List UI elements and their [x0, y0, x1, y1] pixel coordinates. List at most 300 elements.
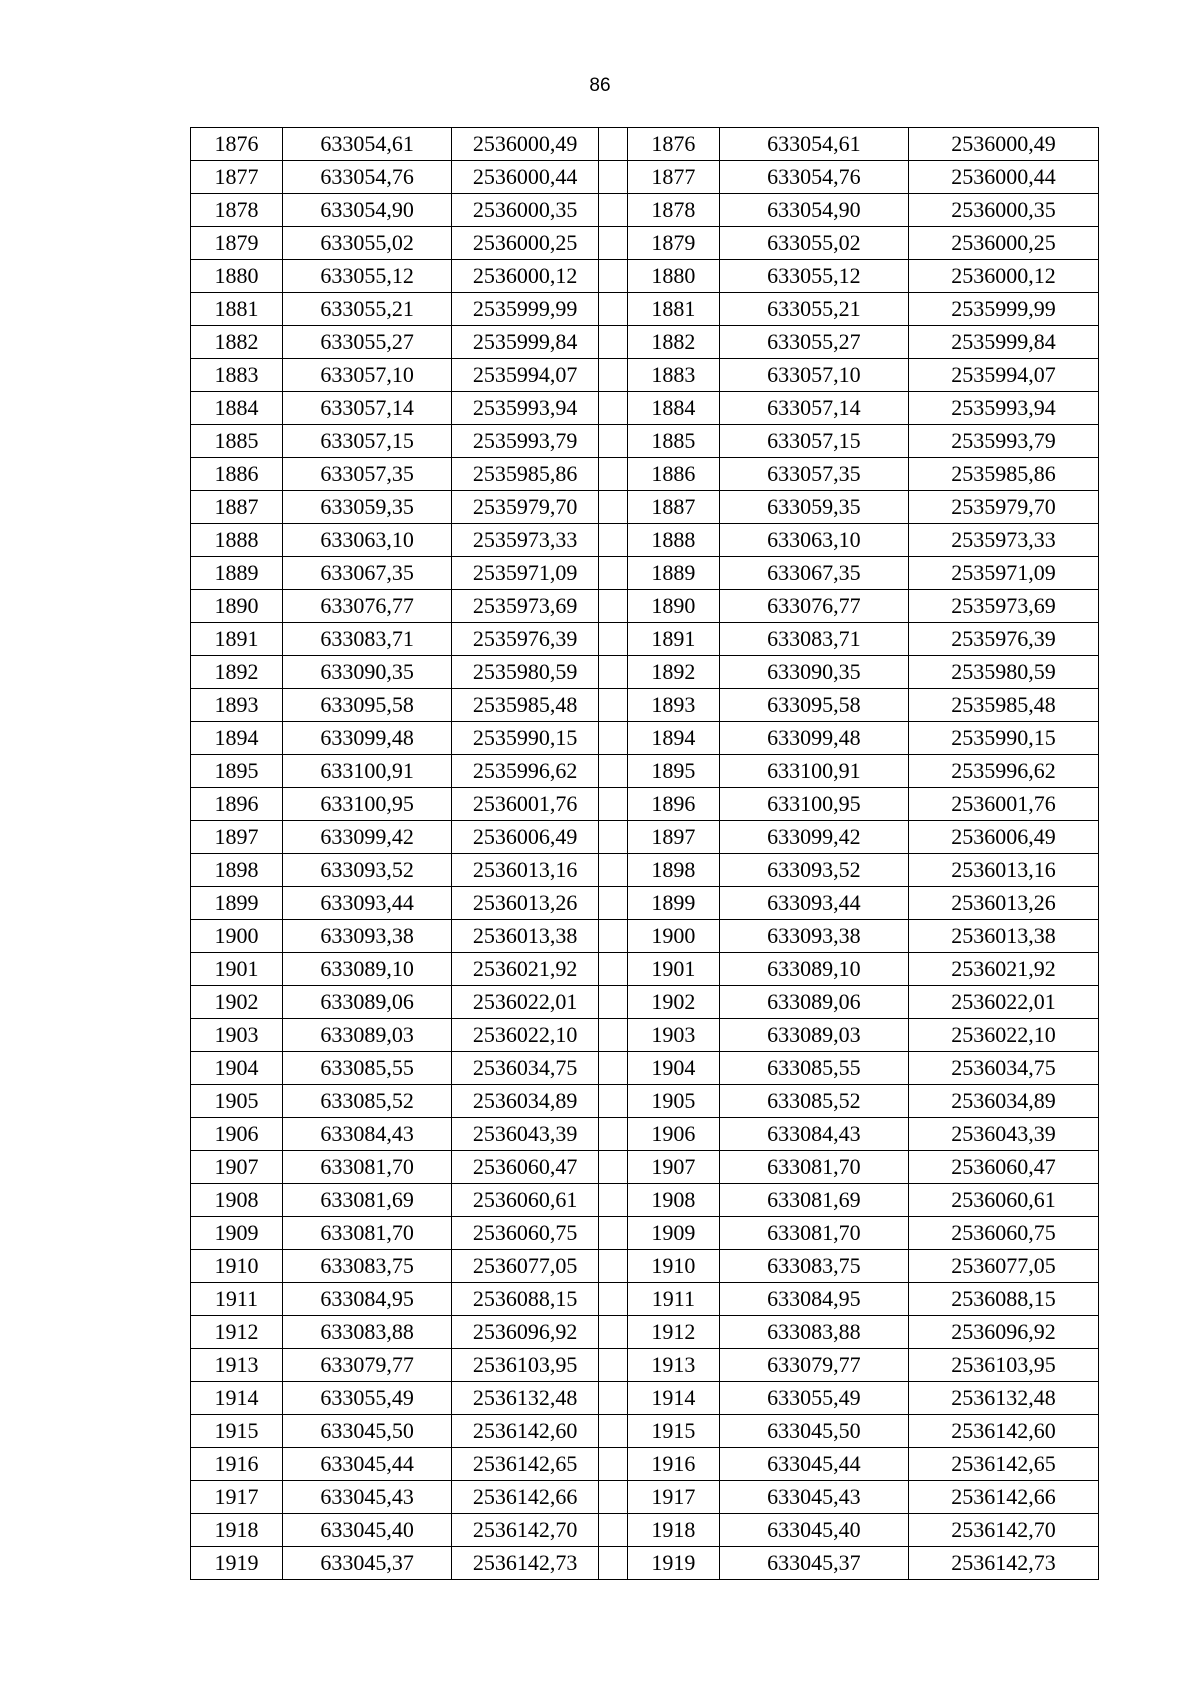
right-point-number-cell: 1905	[627, 1085, 719, 1118]
left-point-number-cell: 1879	[191, 227, 283, 260]
table-row	[191, 1316, 1099, 1349]
left-point-number-cell: 1898	[191, 854, 283, 887]
spacer-cell	[599, 1250, 628, 1283]
left-point-number-cell: 1884	[191, 392, 283, 425]
spacer-cell	[599, 1283, 628, 1316]
left-y-coordinate-cell: 2536088,15	[452, 1283, 599, 1316]
spacer-cell	[599, 623, 628, 656]
right-y-coordinate-cell: 2536060,47	[908, 1151, 1098, 1184]
left-y-coordinate-cell: 2536013,16	[452, 854, 599, 887]
right-x-coordinate-cell: 633054,76	[719, 161, 908, 194]
right-point-number-cell: 1903	[627, 1019, 719, 1052]
right-y-coordinate-cell: 2536060,75	[908, 1217, 1098, 1250]
right-point-number-cell: 1916	[627, 1448, 719, 1481]
left-point-number-cell: 1914	[191, 1382, 283, 1415]
right-y-coordinate-cell: 2536103,95	[908, 1349, 1098, 1382]
left-x-coordinate-cell: 633057,14	[282, 392, 451, 425]
left-y-coordinate-cell: 2536000,25	[452, 227, 599, 260]
right-point-number-cell: 1914	[627, 1382, 719, 1415]
left-y-coordinate-cell: 2535979,70	[452, 491, 599, 524]
left-y-coordinate-cell: 2535973,33	[452, 524, 599, 557]
left-x-coordinate-cell: 633095,58	[282, 689, 451, 722]
right-y-coordinate-cell: 2536000,12	[908, 260, 1098, 293]
page-number: 86	[589, 75, 611, 96]
table-row	[191, 161, 1099, 194]
right-x-coordinate-cell: 633095,58	[719, 689, 908, 722]
left-y-coordinate-cell: 2535994,07	[452, 359, 599, 392]
right-y-coordinate-cell: 2535979,70	[908, 491, 1098, 524]
right-x-coordinate-cell: 633057,10	[719, 359, 908, 392]
right-point-number-cell: 1877	[627, 161, 719, 194]
left-x-coordinate-cell: 633081,70	[282, 1151, 451, 1184]
right-x-coordinate-cell: 633057,14	[719, 392, 908, 425]
left-point-number-cell: 1911	[191, 1283, 283, 1316]
right-y-coordinate-cell: 2536034,75	[908, 1052, 1098, 1085]
left-y-coordinate-cell: 2536077,05	[452, 1250, 599, 1283]
table-row	[191, 821, 1099, 854]
right-x-coordinate-cell: 633099,48	[719, 722, 908, 755]
table-row	[191, 986, 1099, 1019]
left-x-coordinate-cell: 633093,38	[282, 920, 451, 953]
right-y-coordinate-cell: 2535973,33	[908, 524, 1098, 557]
right-x-coordinate-cell: 633089,03	[719, 1019, 908, 1052]
left-point-number-cell: 1885	[191, 425, 283, 458]
left-y-coordinate-cell: 2535990,15	[452, 722, 599, 755]
left-point-number-cell: 1896	[191, 788, 283, 821]
left-point-number-cell: 1893	[191, 689, 283, 722]
left-point-number-cell: 1900	[191, 920, 283, 953]
table-row	[191, 1547, 1099, 1580]
right-y-coordinate-cell: 2536142,60	[908, 1415, 1098, 1448]
left-point-number-cell: 1919	[191, 1547, 283, 1580]
right-point-number-cell: 1902	[627, 986, 719, 1019]
right-point-number-cell: 1895	[627, 755, 719, 788]
right-x-coordinate-cell: 633055,21	[719, 293, 908, 326]
right-point-number-cell: 1881	[627, 293, 719, 326]
right-y-coordinate-cell: 2535994,07	[908, 359, 1098, 392]
right-x-coordinate-cell: 633055,12	[719, 260, 908, 293]
spacer-cell	[599, 1514, 628, 1547]
left-x-coordinate-cell: 633085,55	[282, 1052, 451, 1085]
left-point-number-cell: 1891	[191, 623, 283, 656]
table-row	[191, 1085, 1099, 1118]
left-x-coordinate-cell: 633063,10	[282, 524, 451, 557]
right-x-coordinate-cell: 633057,35	[719, 458, 908, 491]
left-point-number-cell: 1897	[191, 821, 283, 854]
left-y-coordinate-cell: 2535993,79	[452, 425, 599, 458]
left-x-coordinate-cell: 633099,42	[282, 821, 451, 854]
right-y-coordinate-cell: 2536000,25	[908, 227, 1098, 260]
right-point-number-cell: 1899	[627, 887, 719, 920]
left-y-coordinate-cell: 2536142,70	[452, 1514, 599, 1547]
table-row	[191, 326, 1099, 359]
left-point-number-cell: 1913	[191, 1349, 283, 1382]
right-y-coordinate-cell: 2535993,94	[908, 392, 1098, 425]
left-x-coordinate-cell: 633055,27	[282, 326, 451, 359]
left-x-coordinate-cell: 633085,52	[282, 1085, 451, 1118]
left-point-number-cell: 1912	[191, 1316, 283, 1349]
right-y-coordinate-cell: 2536142,73	[908, 1547, 1098, 1580]
left-point-number-cell: 1890	[191, 590, 283, 623]
spacer-cell	[599, 491, 628, 524]
left-point-number-cell: 1907	[191, 1151, 283, 1184]
left-point-number-cell: 1909	[191, 1217, 283, 1250]
left-x-coordinate-cell: 633057,10	[282, 359, 451, 392]
right-x-coordinate-cell: 633100,91	[719, 755, 908, 788]
table-row	[191, 458, 1099, 491]
right-point-number-cell: 1913	[627, 1349, 719, 1382]
left-x-coordinate-cell: 633089,03	[282, 1019, 451, 1052]
left-y-coordinate-cell: 2536001,76	[452, 788, 599, 821]
left-x-coordinate-cell: 633083,71	[282, 623, 451, 656]
table-row	[191, 854, 1099, 887]
spacer-cell	[599, 293, 628, 326]
left-x-coordinate-cell: 633057,15	[282, 425, 451, 458]
table-row	[191, 1349, 1099, 1382]
spacer-cell	[599, 953, 628, 986]
table-row	[191, 1250, 1099, 1283]
left-point-number-cell: 1904	[191, 1052, 283, 1085]
right-y-coordinate-cell: 2535985,48	[908, 689, 1098, 722]
left-point-number-cell: 1881	[191, 293, 283, 326]
right-x-coordinate-cell: 633081,70	[719, 1151, 908, 1184]
left-x-coordinate-cell: 633045,37	[282, 1547, 451, 1580]
right-y-coordinate-cell: 2535985,86	[908, 458, 1098, 491]
right-x-coordinate-cell: 633055,49	[719, 1382, 908, 1415]
left-point-number-cell: 1910	[191, 1250, 283, 1283]
spacer-cell	[599, 755, 628, 788]
left-y-coordinate-cell: 2536060,61	[452, 1184, 599, 1217]
left-y-coordinate-cell: 2535999,99	[452, 293, 599, 326]
left-x-coordinate-cell: 633100,91	[282, 755, 451, 788]
right-x-coordinate-cell: 633063,10	[719, 524, 908, 557]
left-y-coordinate-cell: 2536034,89	[452, 1085, 599, 1118]
right-x-coordinate-cell: 633081,69	[719, 1184, 908, 1217]
left-x-coordinate-cell: 633045,43	[282, 1481, 451, 1514]
right-y-coordinate-cell: 2536142,66	[908, 1481, 1098, 1514]
right-y-coordinate-cell: 2536006,49	[908, 821, 1098, 854]
left-x-coordinate-cell: 633100,95	[282, 788, 451, 821]
spacer-cell	[599, 821, 628, 854]
table-row	[191, 656, 1099, 689]
right-x-coordinate-cell: 633084,95	[719, 1283, 908, 1316]
left-point-number-cell: 1876	[191, 128, 283, 161]
spacer-cell	[599, 425, 628, 458]
table-row	[191, 1382, 1099, 1415]
right-point-number-cell: 1896	[627, 788, 719, 821]
table-row	[191, 590, 1099, 623]
spacer-cell	[599, 161, 628, 194]
spacer-cell	[599, 854, 628, 887]
spacer-cell	[599, 194, 628, 227]
right-y-coordinate-cell: 2536132,48	[908, 1382, 1098, 1415]
right-y-coordinate-cell: 2536013,26	[908, 887, 1098, 920]
left-x-coordinate-cell: 633054,90	[282, 194, 451, 227]
spacer-cell	[599, 260, 628, 293]
right-y-coordinate-cell: 2536013,38	[908, 920, 1098, 953]
spacer-cell	[599, 788, 628, 821]
left-point-number-cell: 1894	[191, 722, 283, 755]
spacer-cell	[599, 1184, 628, 1217]
right-y-coordinate-cell: 2536000,49	[908, 128, 1098, 161]
left-x-coordinate-cell: 633055,49	[282, 1382, 451, 1415]
table-row	[191, 557, 1099, 590]
spacer-cell	[599, 392, 628, 425]
spacer-cell	[599, 1118, 628, 1151]
right-x-coordinate-cell: 633093,38	[719, 920, 908, 953]
right-x-coordinate-cell: 633093,52	[719, 854, 908, 887]
spacer-cell	[599, 1547, 628, 1580]
right-x-coordinate-cell: 633089,10	[719, 953, 908, 986]
right-y-coordinate-cell: 2536142,70	[908, 1514, 1098, 1547]
left-point-number-cell: 1905	[191, 1085, 283, 1118]
left-point-number-cell: 1878	[191, 194, 283, 227]
right-point-number-cell: 1890	[627, 590, 719, 623]
left-x-coordinate-cell: 633081,69	[282, 1184, 451, 1217]
table-row	[191, 1481, 1099, 1514]
left-y-coordinate-cell: 2536132,48	[452, 1382, 599, 1415]
left-y-coordinate-cell: 2535973,69	[452, 590, 599, 623]
table-row	[191, 293, 1099, 326]
right-y-coordinate-cell: 2536021,92	[908, 953, 1098, 986]
right-point-number-cell: 1909	[627, 1217, 719, 1250]
right-y-coordinate-cell: 2535996,62	[908, 755, 1098, 788]
right-point-number-cell: 1915	[627, 1415, 719, 1448]
table-row	[191, 788, 1099, 821]
left-y-coordinate-cell: 2536103,95	[452, 1349, 599, 1382]
left-y-coordinate-cell: 2535976,39	[452, 623, 599, 656]
right-y-coordinate-cell: 2536077,05	[908, 1250, 1098, 1283]
right-x-coordinate-cell: 633059,35	[719, 491, 908, 524]
table-row	[191, 260, 1099, 293]
right-y-coordinate-cell: 2536096,92	[908, 1316, 1098, 1349]
right-y-coordinate-cell: 2536060,61	[908, 1184, 1098, 1217]
right-y-coordinate-cell: 2536000,35	[908, 194, 1098, 227]
left-x-coordinate-cell: 633090,35	[282, 656, 451, 689]
left-x-coordinate-cell: 633045,40	[282, 1514, 451, 1547]
table-row	[191, 1514, 1099, 1547]
right-point-number-cell: 1897	[627, 821, 719, 854]
left-y-coordinate-cell: 2535999,84	[452, 326, 599, 359]
left-x-coordinate-cell: 633084,43	[282, 1118, 451, 1151]
left-x-coordinate-cell: 633054,76	[282, 161, 451, 194]
table-row	[191, 524, 1099, 557]
left-x-coordinate-cell: 633093,44	[282, 887, 451, 920]
table-row	[191, 194, 1099, 227]
right-point-number-cell: 1882	[627, 326, 719, 359]
right-y-coordinate-cell: 2536034,89	[908, 1085, 1098, 1118]
spacer-cell	[599, 128, 628, 161]
left-point-number-cell: 1895	[191, 755, 283, 788]
right-x-coordinate-cell: 633093,44	[719, 887, 908, 920]
left-x-coordinate-cell: 633055,12	[282, 260, 451, 293]
right-point-number-cell: 1906	[627, 1118, 719, 1151]
right-point-number-cell: 1879	[627, 227, 719, 260]
right-x-coordinate-cell: 633054,61	[719, 128, 908, 161]
left-y-coordinate-cell: 2536000,35	[452, 194, 599, 227]
left-x-coordinate-cell: 633099,48	[282, 722, 451, 755]
right-point-number-cell: 1880	[627, 260, 719, 293]
table-row	[191, 755, 1099, 788]
spacer-cell	[599, 722, 628, 755]
table-row	[191, 887, 1099, 920]
left-x-coordinate-cell: 633076,77	[282, 590, 451, 623]
right-y-coordinate-cell: 2536022,01	[908, 986, 1098, 1019]
right-x-coordinate-cell: 633054,90	[719, 194, 908, 227]
left-point-number-cell: 1906	[191, 1118, 283, 1151]
spacer-cell	[599, 1316, 628, 1349]
left-y-coordinate-cell: 2535971,09	[452, 557, 599, 590]
table-row	[191, 1019, 1099, 1052]
right-x-coordinate-cell: 633045,50	[719, 1415, 908, 1448]
table-row	[191, 1184, 1099, 1217]
table-row	[191, 425, 1099, 458]
right-point-number-cell: 1891	[627, 623, 719, 656]
left-x-coordinate-cell: 633089,06	[282, 986, 451, 1019]
spacer-cell	[599, 1217, 628, 1250]
spacer-cell	[599, 1415, 628, 1448]
spacer-cell	[599, 1019, 628, 1052]
left-y-coordinate-cell: 2536022,10	[452, 1019, 599, 1052]
right-x-coordinate-cell: 633089,06	[719, 986, 908, 1019]
left-y-coordinate-cell: 2536021,92	[452, 953, 599, 986]
right-point-number-cell: 1901	[627, 953, 719, 986]
left-x-coordinate-cell: 633083,75	[282, 1250, 451, 1283]
spacer-cell	[599, 524, 628, 557]
left-x-coordinate-cell: 633045,50	[282, 1415, 451, 1448]
right-y-coordinate-cell: 2535980,59	[908, 656, 1098, 689]
table-row	[191, 1217, 1099, 1250]
spacer-cell	[599, 1349, 628, 1382]
right-y-coordinate-cell: 2536088,15	[908, 1283, 1098, 1316]
table-row	[191, 623, 1099, 656]
right-point-number-cell: 1919	[627, 1547, 719, 1580]
left-y-coordinate-cell: 2535993,94	[452, 392, 599, 425]
left-x-coordinate-cell: 633059,35	[282, 491, 451, 524]
right-y-coordinate-cell: 2536043,39	[908, 1118, 1098, 1151]
left-point-number-cell: 1882	[191, 326, 283, 359]
left-y-coordinate-cell: 2536060,47	[452, 1151, 599, 1184]
right-point-number-cell: 1888	[627, 524, 719, 557]
left-point-number-cell: 1888	[191, 524, 283, 557]
spacer-cell	[599, 656, 628, 689]
spacer-cell	[599, 557, 628, 590]
right-y-coordinate-cell: 2535976,39	[908, 623, 1098, 656]
spacer-cell	[599, 326, 628, 359]
table-row	[191, 920, 1099, 953]
spacer-cell	[599, 590, 628, 623]
right-x-coordinate-cell: 633076,77	[719, 590, 908, 623]
right-y-coordinate-cell: 2535999,99	[908, 293, 1098, 326]
left-x-coordinate-cell: 633057,35	[282, 458, 451, 491]
right-point-number-cell: 1893	[627, 689, 719, 722]
right-point-number-cell: 1912	[627, 1316, 719, 1349]
right-point-number-cell: 1885	[627, 425, 719, 458]
coordinates-table-body	[191, 128, 1099, 1580]
right-point-number-cell: 1886	[627, 458, 719, 491]
left-point-number-cell: 1886	[191, 458, 283, 491]
spacer-cell	[599, 1382, 628, 1415]
left-point-number-cell: 1916	[191, 1448, 283, 1481]
right-x-coordinate-cell: 633045,44	[719, 1448, 908, 1481]
right-y-coordinate-cell: 2535973,69	[908, 590, 1098, 623]
left-x-coordinate-cell: 633093,52	[282, 854, 451, 887]
left-point-number-cell: 1892	[191, 656, 283, 689]
left-y-coordinate-cell: 2536006,49	[452, 821, 599, 854]
right-point-number-cell: 1900	[627, 920, 719, 953]
right-x-coordinate-cell: 633067,35	[719, 557, 908, 590]
right-y-coordinate-cell: 2536013,16	[908, 854, 1098, 887]
left-x-coordinate-cell: 633055,02	[282, 227, 451, 260]
spacer-cell	[599, 227, 628, 260]
left-point-number-cell: 1915	[191, 1415, 283, 1448]
right-point-number-cell: 1917	[627, 1481, 719, 1514]
left-y-coordinate-cell: 2536043,39	[452, 1118, 599, 1151]
table-row	[191, 392, 1099, 425]
right-x-coordinate-cell: 633045,40	[719, 1514, 908, 1547]
right-x-coordinate-cell: 633083,75	[719, 1250, 908, 1283]
table-row	[191, 689, 1099, 722]
left-x-coordinate-cell: 633045,44	[282, 1448, 451, 1481]
right-point-number-cell: 1904	[627, 1052, 719, 1085]
right-point-number-cell: 1892	[627, 656, 719, 689]
right-x-coordinate-cell: 633084,43	[719, 1118, 908, 1151]
right-y-coordinate-cell: 2536022,10	[908, 1019, 1098, 1052]
right-x-coordinate-cell: 633090,35	[719, 656, 908, 689]
right-x-coordinate-cell: 633079,77	[719, 1349, 908, 1382]
left-y-coordinate-cell: 2536142,66	[452, 1481, 599, 1514]
right-point-number-cell: 1887	[627, 491, 719, 524]
right-point-number-cell: 1878	[627, 194, 719, 227]
left-y-coordinate-cell: 2536060,75	[452, 1217, 599, 1250]
left-y-coordinate-cell: 2536000,12	[452, 260, 599, 293]
left-point-number-cell: 1880	[191, 260, 283, 293]
right-x-coordinate-cell: 633045,43	[719, 1481, 908, 1514]
right-point-number-cell: 1898	[627, 854, 719, 887]
table-row	[191, 1448, 1099, 1481]
table-row	[191, 1415, 1099, 1448]
right-x-coordinate-cell: 633100,95	[719, 788, 908, 821]
right-y-coordinate-cell: 2536142,65	[908, 1448, 1098, 1481]
spacer-cell	[599, 1481, 628, 1514]
spacer-cell	[599, 986, 628, 1019]
right-x-coordinate-cell: 633099,42	[719, 821, 908, 854]
left-point-number-cell: 1899	[191, 887, 283, 920]
left-y-coordinate-cell: 2536142,73	[452, 1547, 599, 1580]
left-y-coordinate-cell: 2535985,86	[452, 458, 599, 491]
left-y-coordinate-cell: 2536142,65	[452, 1448, 599, 1481]
right-point-number-cell: 1876	[627, 128, 719, 161]
right-x-coordinate-cell: 633045,37	[719, 1547, 908, 1580]
left-y-coordinate-cell: 2535980,59	[452, 656, 599, 689]
left-x-coordinate-cell: 633083,88	[282, 1316, 451, 1349]
left-y-coordinate-cell: 2536000,49	[452, 128, 599, 161]
right-point-number-cell: 1889	[627, 557, 719, 590]
right-x-coordinate-cell: 633057,15	[719, 425, 908, 458]
left-y-coordinate-cell: 2535996,62	[452, 755, 599, 788]
spacer-cell	[599, 359, 628, 392]
spacer-cell	[599, 1085, 628, 1118]
right-y-coordinate-cell: 2535990,15	[908, 722, 1098, 755]
left-point-number-cell: 1903	[191, 1019, 283, 1052]
right-point-number-cell: 1894	[627, 722, 719, 755]
right-point-number-cell: 1907	[627, 1151, 719, 1184]
right-x-coordinate-cell: 633055,02	[719, 227, 908, 260]
table-row	[191, 1151, 1099, 1184]
left-x-coordinate-cell: 633081,70	[282, 1217, 451, 1250]
right-x-coordinate-cell: 633055,27	[719, 326, 908, 359]
left-x-coordinate-cell: 633089,10	[282, 953, 451, 986]
